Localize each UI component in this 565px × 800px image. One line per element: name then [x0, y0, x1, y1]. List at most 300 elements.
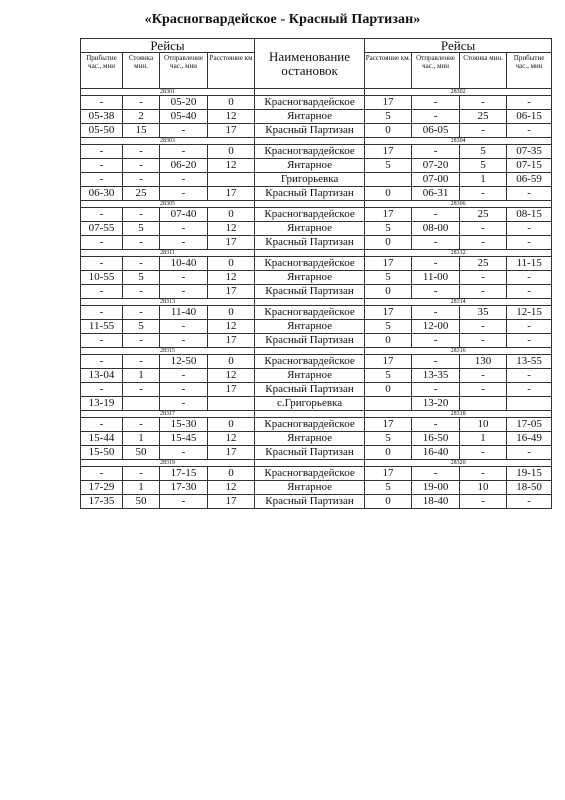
cell-departure-right: 07-20 — [412, 159, 460, 173]
cell-arrival-right: 07-15 — [507, 159, 552, 173]
trip-number-row — [81, 299, 552, 306]
cell-stop-right: - — [460, 369, 507, 383]
trip-number-row — [81, 89, 552, 96]
cell-distance-right — [365, 173, 412, 187]
cell-departure-left: - — [160, 173, 208, 187]
cell-distance-left: 12 — [208, 110, 255, 124]
cell-departure-left: 06-20 — [160, 159, 208, 173]
trip-number-spacer — [255, 411, 365, 418]
cell-stop-left: 50 — [123, 495, 160, 509]
cell-stop-right: 1 — [460, 432, 507, 446]
cell-arrival-right: - — [507, 495, 552, 509]
cell-distance-left: 0 — [208, 96, 255, 110]
trip-number-right: 28318 — [365, 411, 552, 418]
col-arrival-right: Прибытие час., мин — [507, 53, 552, 89]
cell-departure-right: - — [412, 334, 460, 348]
cell-arrival-right: - — [507, 222, 552, 236]
trip-number-left: 28317 — [81, 411, 255, 418]
table-row — [81, 418, 552, 432]
cell-arrival-left: 11-55 — [81, 320, 123, 334]
cell-arrival-left: 10-55 — [81, 271, 123, 285]
cell-stop-right: - — [460, 187, 507, 201]
cell-arrival-left: 06-30 — [81, 187, 123, 201]
table-row — [81, 432, 552, 446]
table-row — [81, 334, 552, 348]
cell-distance-left — [208, 397, 255, 411]
cell-distance-left: 12 — [208, 222, 255, 236]
cell-stop-right: - — [460, 446, 507, 460]
cell-stop-right: 5 — [460, 159, 507, 173]
cell-arrival-right: - — [507, 383, 552, 397]
table-row — [81, 159, 552, 173]
cell-distance-left: 17 — [208, 187, 255, 201]
trip-number-left: 28319 — [81, 460, 255, 467]
cell-arrival-left: - — [81, 257, 123, 271]
trip-number-spacer — [255, 250, 365, 257]
table-row — [81, 369, 552, 383]
cell-distance-right: 0 — [365, 446, 412, 460]
cell-distance-left: 12 — [208, 320, 255, 334]
cell-departure-left: - — [160, 187, 208, 201]
cell-departure-left: 10-40 — [160, 257, 208, 271]
cell-arrival-left: 17-35 — [81, 495, 123, 509]
cell-distance-right: 5 — [365, 159, 412, 173]
cell-departure-right: 06-31 — [412, 187, 460, 201]
cell-stop-name: Красный Партизан — [255, 187, 365, 201]
cell-arrival-right: 12-15 — [507, 306, 552, 320]
cell-stop-right: 10 — [460, 481, 507, 495]
page-title: «Красногвардейское - Красный Партизан» — [144, 12, 421, 27]
cell-departure-left: 17-15 — [160, 467, 208, 481]
cell-stop-name: Красногвардейское — [255, 257, 365, 271]
cell-distance-right: 0 — [365, 285, 412, 299]
cell-departure-left: - — [160, 334, 208, 348]
cell-distance-right: 17 — [365, 355, 412, 369]
cell-distance-right: 5 — [365, 320, 412, 334]
cell-departure-left: 15-30 — [160, 418, 208, 432]
trip-number-right: 28314 — [365, 299, 552, 306]
cell-stop-right: - — [460, 334, 507, 348]
cell-arrival-left: 17-29 — [81, 481, 123, 495]
table-row — [81, 397, 552, 411]
cell-distance-left: 17 — [208, 285, 255, 299]
cell-arrival-right: 06-15 — [507, 110, 552, 124]
cell-arrival-left: - — [81, 383, 123, 397]
table-row — [81, 383, 552, 397]
cell-stop-right: 10 — [460, 418, 507, 432]
col-departure-right: Отправление час., мин — [412, 53, 460, 89]
table-row — [81, 173, 552, 187]
table-row — [81, 187, 552, 201]
cell-distance-left: 17 — [208, 334, 255, 348]
cell-stop-right: - — [460, 383, 507, 397]
cell-distance-left: 17 — [208, 236, 255, 250]
header-group-row — [81, 39, 552, 53]
trip-number-row — [81, 460, 552, 467]
cell-stop-left: - — [123, 467, 160, 481]
cell-arrival-right: 19-15 — [507, 467, 552, 481]
cell-arrival-left: 15-44 — [81, 432, 123, 446]
cell-arrival-left: - — [81, 145, 123, 159]
cell-distance-left: 12 — [208, 481, 255, 495]
trip-number-spacer — [255, 348, 365, 355]
cell-arrival-right: - — [507, 96, 552, 110]
cell-stop-right: - — [460, 320, 507, 334]
cell-departure-right: - — [412, 467, 460, 481]
cell-stop-right: 25 — [460, 257, 507, 271]
cell-departure-right: 13-20 — [412, 397, 460, 411]
cell-arrival-left: - — [81, 159, 123, 173]
cell-arrival-left: 05-38 — [81, 110, 123, 124]
col-stop-right: Стоянка мин. — [460, 53, 507, 89]
cell-stop-right — [460, 397, 507, 411]
trip-number-row — [81, 348, 552, 355]
table-row — [81, 495, 552, 509]
cell-stop-name: Красный Партизан — [255, 334, 365, 348]
cell-distance-right: 5 — [365, 369, 412, 383]
table-row — [81, 285, 552, 299]
table-row — [81, 257, 552, 271]
cell-distance-right: 5 — [365, 110, 412, 124]
cell-distance-right: 17 — [365, 257, 412, 271]
cell-distance-right: 5 — [365, 481, 412, 495]
trip-number-spacer — [255, 201, 365, 208]
cell-departure-left: - — [160, 495, 208, 509]
cell-departure-left: - — [160, 285, 208, 299]
cell-distance-left: 17 — [208, 383, 255, 397]
cell-stop-name: Красный Партизан — [255, 383, 365, 397]
cell-distance-left: 12 — [208, 369, 255, 383]
cell-distance-right: 17 — [365, 96, 412, 110]
cell-departure-left: 12-50 — [160, 355, 208, 369]
cell-arrival-left: 07-55 — [81, 222, 123, 236]
cell-distance-left: 0 — [208, 467, 255, 481]
cell-departure-left: - — [160, 145, 208, 159]
trip-number-row — [81, 201, 552, 208]
cell-stop-name: Янтарное — [255, 432, 365, 446]
table-row — [81, 96, 552, 110]
cell-stop-name: Красный Партизан — [255, 124, 365, 138]
col-distance-right: Расстояние км. — [365, 53, 412, 89]
cell-departure-right: - — [412, 383, 460, 397]
cell-distance-left: 0 — [208, 418, 255, 432]
cell-departure-left: 05-40 — [160, 110, 208, 124]
cell-stop-left: 1 — [123, 481, 160, 495]
cell-distance-right: 0 — [365, 187, 412, 201]
col-arrival-left: Прибытие час., мин — [81, 53, 123, 89]
cell-departure-left: 11-40 — [160, 306, 208, 320]
cell-arrival-right: 18-50 — [507, 481, 552, 495]
cell-departure-right: - — [412, 355, 460, 369]
cell-distance-left: 12 — [208, 159, 255, 173]
cell-stop-left: - — [123, 306, 160, 320]
cell-departure-right: 06-05 — [412, 124, 460, 138]
cell-arrival-right: 08-15 — [507, 208, 552, 222]
cell-stop-name: Красногвардейское — [255, 208, 365, 222]
cell-stop-left: 1 — [123, 369, 160, 383]
cell-stop-left: 2 — [123, 110, 160, 124]
cell-stop-name: Красный Партизан — [255, 495, 365, 509]
cell-departure-right: - — [412, 145, 460, 159]
col-departure-left: Отправление час., мин — [160, 53, 208, 89]
cell-stop-right: - — [460, 236, 507, 250]
cell-departure-right: 16-40 — [412, 446, 460, 460]
cell-arrival-right: 07-35 — [507, 145, 552, 159]
cell-arrival-left: - — [81, 208, 123, 222]
cell-distance-right: 0 — [365, 124, 412, 138]
left-trips-header: Рейсы — [81, 39, 255, 53]
cell-departure-left: 05-20 — [160, 96, 208, 110]
cell-stop-left: - — [123, 285, 160, 299]
cell-departure-left: - — [160, 271, 208, 285]
cell-departure-right: 08-00 — [412, 222, 460, 236]
trip-number-left: 28315 — [81, 348, 255, 355]
cell-arrival-right: - — [507, 320, 552, 334]
trip-number-row — [81, 250, 552, 257]
cell-stop-name: с.Григорьевка — [255, 397, 365, 411]
cell-stop-left: - — [123, 145, 160, 159]
cell-stop-right: - — [460, 96, 507, 110]
cell-arrival-left: - — [81, 418, 123, 432]
cell-stop-name: Красногвардейское — [255, 306, 365, 320]
table-row — [81, 236, 552, 250]
cell-distance-left: 12 — [208, 432, 255, 446]
cell-arrival-right: - — [507, 285, 552, 299]
cell-stop-right: - — [460, 222, 507, 236]
cell-distance-left: 0 — [208, 208, 255, 222]
cell-arrival-right: - — [507, 124, 552, 138]
cell-stop-name: Янтарное — [255, 369, 365, 383]
cell-stop-right: 1 — [460, 173, 507, 187]
cell-arrival-left: - — [81, 173, 123, 187]
cell-departure-left: 17-30 — [160, 481, 208, 495]
cell-departure-right: 19-00 — [412, 481, 460, 495]
cell-distance-right: 0 — [365, 383, 412, 397]
cell-stop-name: Красногвардейское — [255, 96, 365, 110]
cell-distance-left: 12 — [208, 271, 255, 285]
cell-distance-left: 17 — [208, 446, 255, 460]
cell-departure-left: - — [160, 222, 208, 236]
cell-distance-right: 17 — [365, 208, 412, 222]
table-row — [81, 306, 552, 320]
trip-number-right: 28306 — [365, 201, 552, 208]
cell-departure-left: - — [160, 320, 208, 334]
cell-arrival-left: - — [81, 467, 123, 481]
cell-stop-left: 5 — [123, 320, 160, 334]
cell-stop-right: - — [460, 495, 507, 509]
cell-distance-left: 0 — [208, 355, 255, 369]
cell-distance-right: 0 — [365, 334, 412, 348]
cell-stop-left: 5 — [123, 271, 160, 285]
cell-arrival-right: 11-15 — [507, 257, 552, 271]
table-row — [81, 222, 552, 236]
table-row — [81, 271, 552, 285]
cell-distance-right: 5 — [365, 432, 412, 446]
cell-departure-right: - — [412, 306, 460, 320]
cell-departure-right: - — [412, 110, 460, 124]
cell-departure-right: - — [412, 418, 460, 432]
cell-arrival-right: - — [507, 271, 552, 285]
table-row — [81, 110, 552, 124]
cell-stop-right: 5 — [460, 145, 507, 159]
cell-arrival-right: - — [507, 334, 552, 348]
cell-arrival-right: 17-05 — [507, 418, 552, 432]
cell-arrival-right: - — [507, 236, 552, 250]
cell-arrival-right — [507, 397, 552, 411]
cell-departure-left: - — [160, 124, 208, 138]
cell-departure-left: - — [160, 236, 208, 250]
cell-stop-left: 15 — [123, 124, 160, 138]
cell-departure-right: - — [412, 96, 460, 110]
cell-arrival-left: - — [81, 306, 123, 320]
table-row — [81, 145, 552, 159]
cell-distance-left: 17 — [208, 124, 255, 138]
cell-arrival-left: 15-50 — [81, 446, 123, 460]
cell-stop-name: Янтарное — [255, 110, 365, 124]
cell-arrival-left: 13-04 — [81, 369, 123, 383]
cell-departure-right: 12-00 — [412, 320, 460, 334]
cell-stop-left — [123, 397, 160, 411]
trip-number-right: 28316 — [365, 348, 552, 355]
cell-stop-left: - — [123, 418, 160, 432]
cell-arrival-left: 13-19 — [81, 397, 123, 411]
trip-number-spacer — [255, 138, 365, 145]
cell-distance-right: 5 — [365, 271, 412, 285]
cell-departure-right: 16-50 — [412, 432, 460, 446]
cell-stop-right: - — [460, 285, 507, 299]
cell-stop-name: Янтарное — [255, 320, 365, 334]
col-stop-left: Стоянка мин. — [123, 53, 160, 89]
trip-number-spacer — [255, 89, 365, 96]
trip-number-spacer — [255, 299, 365, 306]
trip-number-row — [81, 138, 552, 145]
trip-number-right: 28320 — [365, 460, 552, 467]
cell-distance-right: 17 — [365, 306, 412, 320]
cell-departure-left: - — [160, 446, 208, 460]
cell-arrival-right: - — [507, 369, 552, 383]
cell-arrival-left: - — [81, 334, 123, 348]
cell-stop-name: Красногвардейское — [255, 355, 365, 369]
cell-stop-left: - — [123, 96, 160, 110]
cell-stop-right: 130 — [460, 355, 507, 369]
cell-stop-left: - — [123, 355, 160, 369]
cell-stop-left: 5 — [123, 222, 160, 236]
trip-number-left: 28301 — [81, 89, 255, 96]
cell-departure-left: - — [160, 383, 208, 397]
cell-distance-right: 17 — [365, 145, 412, 159]
cell-arrival-left: 05-50 — [81, 124, 123, 138]
cell-departure-right: 07-00 — [412, 173, 460, 187]
trip-number-left: 28311 — [81, 250, 255, 257]
cell-arrival-left: - — [81, 355, 123, 369]
cell-distance-right: 5 — [365, 222, 412, 236]
cell-stop-left: - — [123, 236, 160, 250]
cell-stop-left: - — [123, 257, 160, 271]
cell-stop-left: 1 — [123, 432, 160, 446]
cell-arrival-left: - — [81, 236, 123, 250]
cell-stop-name: Янтарное — [255, 222, 365, 236]
cell-departure-right: - — [412, 208, 460, 222]
stop-name-header: Наименование остановок — [255, 39, 365, 89]
trip-number-right: 28312 — [365, 250, 552, 257]
cell-stop-name: Красный Партизан — [255, 446, 365, 460]
cell-departure-right: 11-00 — [412, 271, 460, 285]
cell-departure-left: - — [160, 369, 208, 383]
cell-distance-left — [208, 173, 255, 187]
cell-stop-name: Янтарное — [255, 159, 365, 173]
trip-number-spacer — [255, 460, 365, 467]
cell-departure-left: 07-40 — [160, 208, 208, 222]
cell-arrival-right: - — [507, 446, 552, 460]
cell-arrival-left: - — [81, 96, 123, 110]
cell-distance-left: 17 — [208, 495, 255, 509]
trip-number-right: 28304 — [365, 138, 552, 145]
cell-stop-name: Красногвардейское — [255, 145, 365, 159]
cell-stop-name: Янтарное — [255, 271, 365, 285]
cell-departure-right: 13-35 — [412, 369, 460, 383]
cell-stop-name: Янтарное — [255, 481, 365, 495]
cell-distance-right: 17 — [365, 467, 412, 481]
trip-number-left: 28303 — [81, 138, 255, 145]
cell-distance-right: 0 — [365, 495, 412, 509]
cell-arrival-right: 06-59 — [507, 173, 552, 187]
cell-stop-name: Красный Партизан — [255, 236, 365, 250]
col-distance-left: Расстояние км — [208, 53, 255, 89]
cell-stop-name: Красногвардейское — [255, 418, 365, 432]
cell-stop-left: - — [123, 173, 160, 187]
cell-stop-name: Красный Партизан — [255, 285, 365, 299]
table-row — [81, 446, 552, 460]
cell-departure-right: - — [412, 236, 460, 250]
cell-departure-right: - — [412, 257, 460, 271]
cell-arrival-right: - — [507, 187, 552, 201]
trip-number-right: 28302 — [365, 89, 552, 96]
cell-stop-right: 25 — [460, 110, 507, 124]
cell-distance-right: 17 — [365, 418, 412, 432]
cell-stop-right: 35 — [460, 306, 507, 320]
cell-stop-left: - — [123, 159, 160, 173]
cell-distance-left: 0 — [208, 306, 255, 320]
cell-distance-right — [365, 397, 412, 411]
cell-arrival-left: - — [81, 285, 123, 299]
cell-stop-right: - — [460, 271, 507, 285]
table-row — [81, 124, 552, 138]
cell-stop-name: Григорьевка — [255, 173, 365, 187]
trip-number-left: 28313 — [81, 299, 255, 306]
table-row — [81, 355, 552, 369]
cell-stop-left: - — [123, 208, 160, 222]
cell-arrival-right: 16-49 — [507, 432, 552, 446]
right-trips-header: Рейсы — [365, 39, 552, 53]
cell-stop-left: 25 — [123, 187, 160, 201]
cell-distance-right: 0 — [365, 236, 412, 250]
cell-distance-left: 0 — [208, 145, 255, 159]
cell-departure-left: 15-45 — [160, 432, 208, 446]
cell-departure-right: - — [412, 285, 460, 299]
schedule-table — [80, 38, 552, 509]
trip-number-row — [81, 411, 552, 418]
cell-stop-left: 50 — [123, 446, 160, 460]
table-row — [81, 320, 552, 334]
cell-departure-right: 18-40 — [412, 495, 460, 509]
table-row — [81, 467, 552, 481]
cell-arrival-right: 13-55 — [507, 355, 552, 369]
cell-distance-left: 0 — [208, 257, 255, 271]
cell-stop-right: - — [460, 124, 507, 138]
table-row — [81, 481, 552, 495]
cell-stop-left: - — [123, 334, 160, 348]
cell-stop-left: - — [123, 383, 160, 397]
